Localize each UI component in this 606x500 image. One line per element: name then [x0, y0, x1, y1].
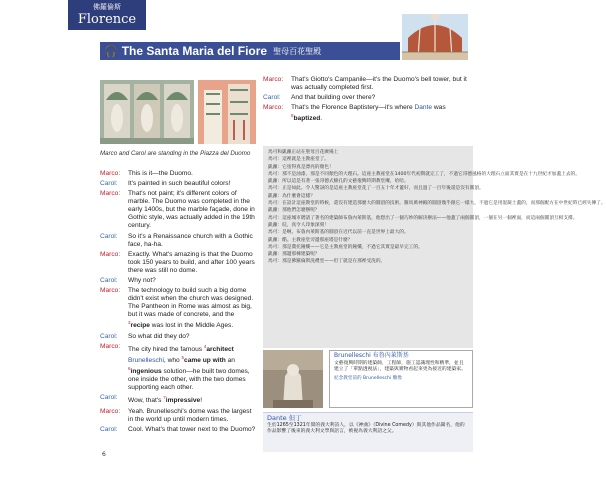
dialogue-fragment: solution—he built two domes, one inside the other, with the two domes supporting each other. — [128, 368, 250, 392]
page-number: 6 — [102, 451, 106, 458]
translation-line: 馬可：那是喬托鐘樓——它是主教座堂的鐘樓，不過它其實是最早完工的。 — [268, 244, 423, 250]
vocab-footnote-marker: 4 — [203, 343, 207, 349]
dialogue-line — [263, 94, 471, 102]
dante-heading: Dante 但丁 — [267, 414, 302, 422]
dialogue-fragment: . — [320, 115, 323, 123]
translation-line: 凱蘿：它塗得真是漂亮的顏色！ — [268, 164, 334, 170]
vocab-footnote-marker: 7 — [163, 395, 166, 401]
translation-line: 馬可：這裡就是主教座堂了。 — [268, 157, 329, 163]
translation-line: 馬可和凱蘿正站在聖母百花廣場上 — [268, 150, 339, 155]
dialogue-fragment: , who — [163, 357, 182, 365]
dialogue-fragment: Exactly. What's amazing is that the Duomo took 150 years to build, and after 100 years there was still no dome. — [128, 250, 255, 274]
dialogue-fragment: ! — [200, 397, 203, 405]
dialogue-fragment: That's not paint; it's different colors of marble. The Duomo was completed in the early 1400s, but the marble façade, done in Gothic style, was actually added in the 19th century. — [128, 190, 255, 230]
speaker-label: Carol: — [100, 276, 118, 284]
vocab-word: architect — [206, 345, 234, 353]
dialogue-line — [100, 251, 258, 275]
dialogue-text — [128, 426, 258, 434]
dialogue-fragment: So it's a Renaissance church with a Gothic face, ha-ha. — [128, 232, 253, 248]
dialogue-line — [100, 277, 258, 285]
headphones-icon[interactable]: 🎧 — [104, 44, 118, 58]
dialogue-text — [128, 394, 258, 405]
duomo-exterior-photo — [198, 80, 256, 144]
speaker-label: Carol: — [263, 94, 281, 102]
dialogue-text — [128, 170, 258, 178]
dialogue-line — [100, 333, 258, 341]
brunelleschi-heading: Brunelleschi 布魯內萊斯基 — [334, 352, 409, 359]
facade-statues-photo — [100, 80, 194, 144]
lesson-title-en: The Santa Maria del Fiore — [121, 44, 268, 58]
vocab-footnote-marker: 6 — [128, 366, 131, 372]
name-highlight: Dante — [414, 104, 433, 112]
dialogue-text — [291, 94, 471, 102]
vocab-word: came up with — [184, 357, 226, 365]
lesson-title-zh: 聖母百花聖殿 — [273, 46, 322, 56]
translation-line: 馬可：正是如此。令人驚訝的是這座主教座堂花了一百五十年才蓋好，而且過了一百年後還是沒有圓頂。 — [268, 186, 484, 192]
vocab-word: ingenious — [130, 368, 162, 376]
speaker-label: Marco: — [100, 407, 121, 415]
dialogue-fragment: Why not? — [128, 276, 156, 284]
translation-line: 馬可：這座城市聘請了著名的建築師布魯內萊斯基，他想出了一個巧妙的解決辦法——他蓋了兩個圓頂，一個在另一個裡面，而這兩個圓頂互相支撐。 — [268, 215, 578, 221]
translation-line: 馬可：那是佛羅倫斯洗禮堂——但丁就是在那裡受洗的。 — [268, 259, 386, 265]
vocab-word: recipe — [130, 322, 150, 330]
vocab-word: impressive — [165, 397, 201, 405]
speaker-label: Marco: — [100, 250, 121, 258]
dialogue-fragment: Wow, that's — [128, 397, 164, 405]
dialogue-line — [100, 426, 258, 434]
dialogue-line — [100, 233, 258, 249]
translation-line: 凱蘿：為什麼會這樣？ — [268, 193, 315, 199]
dialogue-fragment: It's painted in such beautiful colors! — [128, 180, 231, 188]
brunelleschi-statue-photo — [263, 350, 323, 408]
dante-text: 生於1265至1321年間的義大利詩人，以《神曲》（Divine Comedy）與其他作品聞名，他的作品影響了後來的義大利文學與語言，被視為義大利語之父。 — [267, 422, 465, 435]
translation-line: 凱蘿：哇，真令人印象深刻！ — [268, 222, 329, 228]
name-highlight: Brunelleschi — [128, 357, 164, 365]
dialogue-text — [128, 180, 258, 188]
translation-line: 馬可：那不是油漆，那是不同顏色的大理石。這座主教座堂在1400年代初期就完工了，不過它哥德風格的大理石立面其實是在十九世紀才加蓋上去的。 — [268, 171, 580, 177]
dialogue-line — [100, 180, 258, 188]
brunelleschi-note — [329, 350, 473, 408]
dialogue-fragment: The city hired the famous — [128, 345, 204, 353]
vocab-word: baptized — [293, 115, 321, 123]
speaker-label: Carol: — [100, 394, 118, 402]
translation-line: 凱蘿：所以這是有著一張哥德式臉孔的文藝復興時期教堂囉，哈哈。 — [268, 179, 409, 185]
translation-line: 凱蘿：那邊那棟建築呢？ — [268, 252, 320, 258]
speaker-label: Marco: — [100, 287, 121, 295]
translation-line: 馬可：在設計這座教堂的時候，還沒有建造那麼大的圓頂的技術。羅馬萬神殿的圓頂幾乎跟它一樣大，不過它是用混凝土蓋的，而那個配方在中世紀時已經失傳了。 — [268, 201, 606, 207]
section-tab-en: Florence — [77, 12, 137, 27]
speaker-label: Marco: — [100, 190, 121, 198]
dialogue-line — [263, 76, 471, 92]
dialogue-text — [128, 251, 258, 275]
brunelleschi-text: 文藝復興時期的建築師，工程師，施工認識理性和精準，並且建立了「單點透視法」，建築與實物看起來更為接近的建築家。 — [334, 360, 466, 373]
dialogue-text — [128, 408, 258, 424]
dialogue-fragment: That's Giotto's Campanile—it's the Duomo's bell tower, but it was actually completed first. — [291, 76, 467, 91]
dialogue-fragment: And that building over there? — [291, 94, 376, 102]
dialogue-right-column — [263, 76, 471, 126]
speaker-label: Carol: — [100, 180, 118, 188]
dante-note — [263, 412, 473, 452]
dialogue-line — [100, 343, 258, 393]
dialogue-fragment: was — [432, 104, 446, 112]
dialogue-text — [128, 343, 258, 393]
dialogue-line — [263, 104, 471, 123]
dialogue-text — [128, 190, 258, 230]
dialogue-text — [128, 277, 258, 285]
dialogue-text — [128, 287, 258, 330]
vocab-footnote-marker: 3 — [128, 320, 131, 326]
speaker-label: Carol: — [100, 232, 118, 240]
dialogue-line — [100, 190, 258, 230]
brunelleschi-box — [263, 350, 473, 408]
chinese-translation-panel — [263, 146, 606, 348]
dialogue-fragment: The technology to build such a big dome didn't exist when the church was designed. The Pantheon in Rome was almost as big, but it was made of concrete, and the — [128, 287, 254, 319]
dialogue-fragment: This is it—the Duomo. — [128, 170, 193, 177]
speaker-label: Marco: — [263, 104, 284, 112]
vocab-footnote-marker: 5 — [181, 354, 185, 360]
vocab-footnote-marker: 8 — [291, 113, 294, 119]
dialogue-line — [100, 170, 258, 178]
dialogue-fragment: Cool. What's that tower next to the Duomo? — [128, 426, 256, 433]
dialogue-line — [100, 394, 258, 405]
dialogue-line — [100, 287, 258, 330]
dialogue-fragment: an — [225, 357, 235, 365]
speaker-label: Marco: — [263, 76, 284, 83]
dialogue-text — [291, 76, 471, 92]
dialogue-line — [100, 408, 258, 424]
scene-caption: Marco and Carol are standing in the Piazza del Duomo — [100, 150, 251, 157]
section-tab-zh: 佛羅倫斯 — [93, 3, 121, 11]
lesson-title-bar — [100, 42, 400, 60]
dialogue-fragment: That's the Florence Baptistery—it's where — [291, 104, 415, 112]
translation-line: 凱蘿：酷。主教座堂旁邊那座塔是什麼？ — [268, 237, 353, 243]
dialogue-fragment: So what did they do? — [128, 332, 190, 340]
section-tab — [68, 0, 146, 30]
translation-line: 凱蘿：那他們怎麼辦呢？ — [268, 208, 320, 214]
speaker-label: Marco: — [100, 342, 121, 350]
dialogue-fragment: was lost in the Middle Ages. — [149, 322, 234, 330]
dialogue-text — [291, 104, 471, 123]
translation-line: 馬可：是啊。布魯內萊斯基的圓頂在近代以前一直是世界上最大的。 — [268, 230, 409, 236]
speaker-label: Carol: — [100, 332, 118, 340]
speaker-label: Carol: — [100, 426, 118, 433]
dialogue-fragment: Yeah. Brunelleschi's dome was the largest in the world up until modern times. — [128, 407, 252, 423]
brunelleschi-caption: 紀念教堂前的 Brunelleschi 雕像 — [334, 376, 402, 382]
dialogue-text — [128, 233, 258, 249]
duomo-dome-photo — [402, 14, 468, 60]
speaker-label: Marco: — [100, 170, 121, 177]
dialogue-left-column — [100, 170, 258, 436]
dialogue-text — [128, 333, 258, 341]
